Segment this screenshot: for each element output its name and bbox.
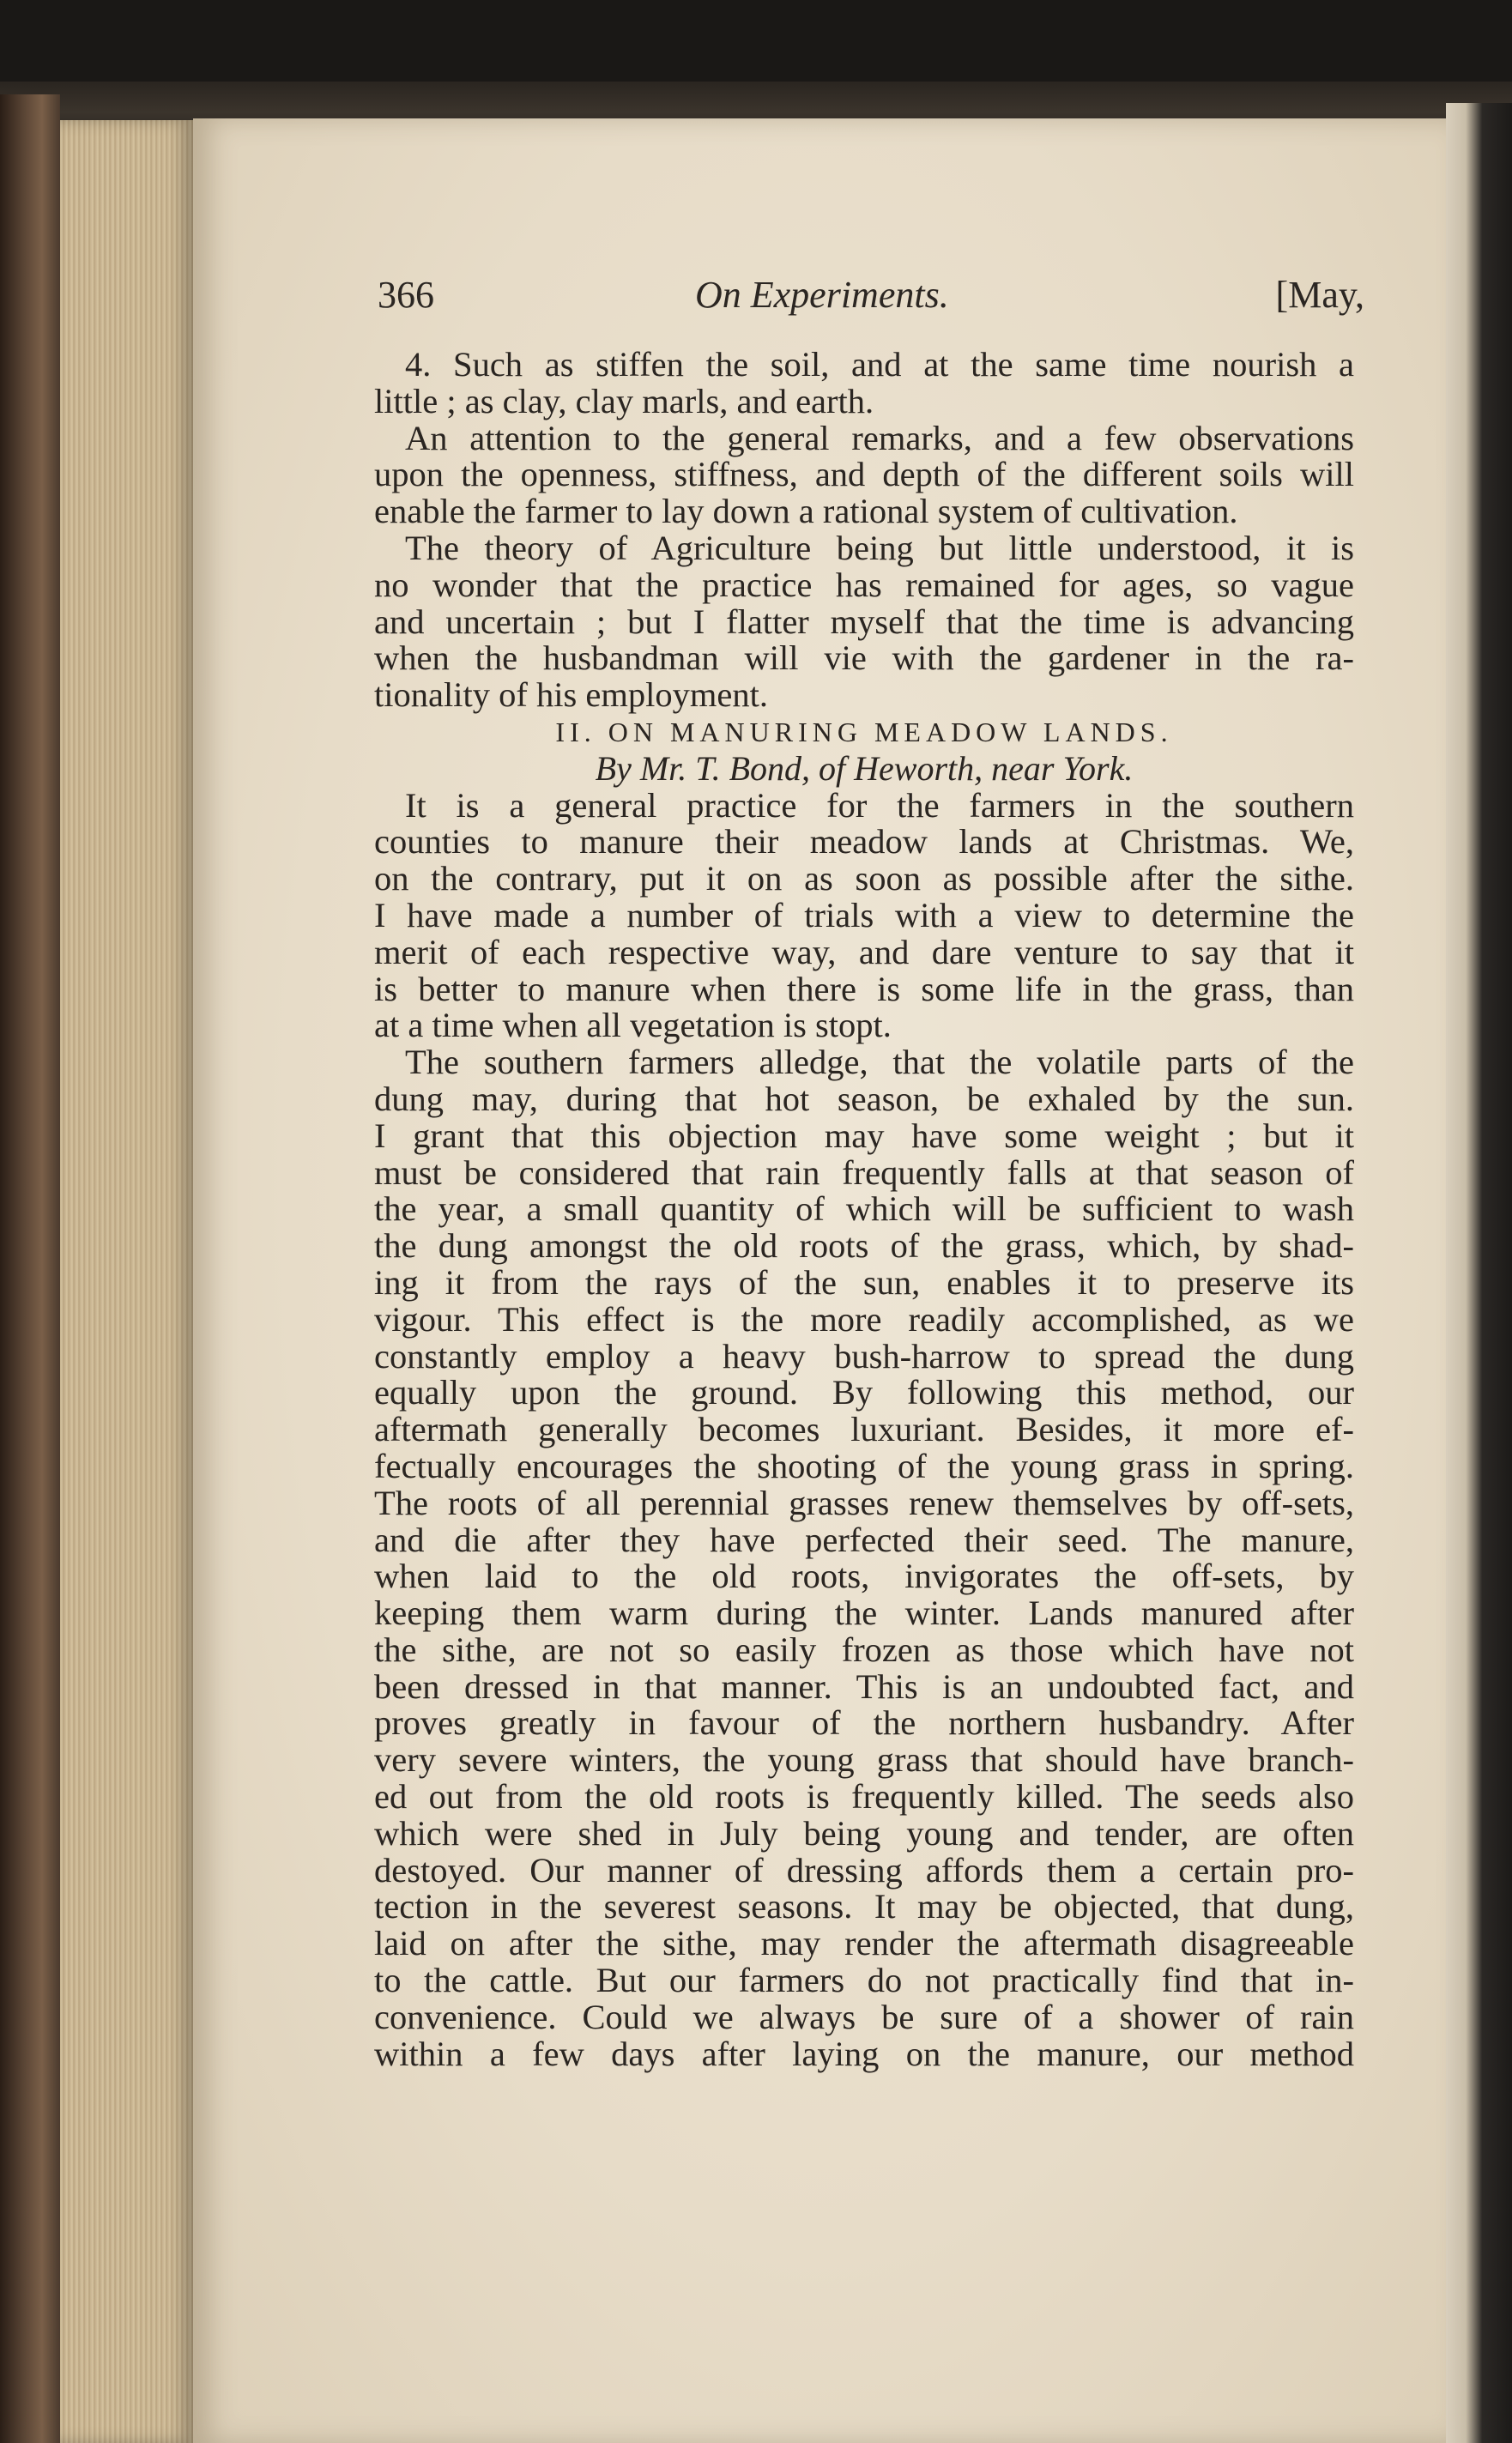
text-line: to the cattle. But our farmers do not practically find that in- — [374, 1961, 1354, 2000]
text-line: aftermath generally becomes luxuriant. Besides, it more ef- — [374, 1410, 1354, 1449]
text-line: when the husbandman will vie with the gardener in the ra- — [374, 638, 1354, 678]
text-line: at a time when all vegetation is stopt. — [374, 1006, 892, 1045]
text-line: proves greatly in favour of the northern husbandry. After — [374, 1703, 1354, 1743]
text-line: is better to manure when there is some life in the grass, than — [374, 969, 1354, 1008]
text-line: when laid to the old roots, invigorates the off-sets, by — [374, 1557, 1354, 1596]
text-line: tionality of his employment. — [374, 675, 768, 715]
body-text — [374, 347, 1354, 2072]
text-line: An attention to the general remarks, and a few observations — [405, 418, 1354, 457]
text-line: The theory of Agriculture being but little understood, it is — [405, 528, 1354, 567]
text-line: vigour. This effect is the more readily accomplished, as we — [374, 1299, 1354, 1339]
text-line: dung may, during that hot season, be exhaled by the sun. — [374, 1079, 1354, 1118]
text-line: which were shed in July being young and tender, are often — [374, 1813, 1354, 1853]
text-line: counties to manure their meadow lands at Christmas. We, — [374, 822, 1354, 862]
text-line: very severe winters, the young grass that should have branch- — [374, 1740, 1354, 1780]
text-line: equally upon the ground. By following this method, our — [374, 1373, 1354, 1412]
text-line: ed out from the old roots is frequently killed. The seeds also — [374, 1777, 1354, 1817]
text-line: constantly employ a heavy bush-harrow to spread the dung — [374, 1336, 1354, 1376]
text-line: destoyed. Our manner of dressing affords them a certain pro- — [374, 1850, 1354, 1890]
text-line: It is a general practice for the farmers in the southern — [405, 785, 1354, 825]
text-line: been dressed in that manner. This is an undoubted fact, and — [374, 1666, 1354, 1706]
text-line: laid on after the sithe, may render the aftermath disagreeable — [374, 1924, 1354, 1963]
text-line: and die after they have perfected their seed. The manure, — [374, 1520, 1354, 1559]
text-line: ing it from the rays of the sun, enables it to preserve its — [374, 1262, 1354, 1302]
text-line: merit of each respective way, and dare venture to say that it — [374, 932, 1354, 971]
text-line: 4. Such as stiffen the soil, and at the same time nourish a — [405, 345, 1354, 384]
text-line: I have made a number of trials with a view to determine the — [374, 895, 1354, 934]
right-page-edge — [1446, 103, 1512, 2443]
text-line: enable the farmer to lay down a rational system of cultivation. — [374, 492, 1238, 531]
text-line: the sithe, are not so easily frozen as those which have not — [374, 1630, 1354, 1669]
left-page-stack — [60, 120, 193, 2443]
book-spine-edge — [0, 94, 60, 2443]
running-head — [378, 273, 1364, 324]
text-line: I grant that this objection may have some weight ; but it — [374, 1116, 1354, 1155]
page-number: 366 — [378, 274, 434, 316]
text-line: keeping them warm during the winter. Lands manured after — [374, 1593, 1354, 1633]
text-line: on the contrary, put it on as soon as possible after the sithe. — [374, 859, 1354, 898]
text-line: within a few days after laying on the manure, our method — [374, 2034, 1354, 2073]
text-line: upon the openness, stiffness, and depth of the different soils will — [374, 455, 1354, 494]
text-line: and uncertain ; but I flatter myself that the time is advancing — [374, 602, 1354, 641]
header-title: On Experiments. — [695, 274, 949, 316]
text-line: fectually encourages the shooting of the young grass in spring. — [374, 1446, 1354, 1485]
text-line: little ; as clay, clay marls, and earth. — [374, 381, 874, 420]
text-line: convenience. Could we always be sure of a shower of rain — [374, 1997, 1354, 2036]
text-line: By Mr. T. Bond, of Heworth, near York. — [595, 748, 1134, 788]
text-line: no wonder that the practice has remained for ages, so vague — [374, 565, 1354, 604]
text-line: must be considered that rain frequently falls at that season of — [374, 1152, 1354, 1192]
text-line: II. ON MANURING MEADOW LANDS. — [555, 716, 1173, 747]
text-line: tection in the severest seasons. It may be objected, that dung, — [374, 1887, 1354, 1926]
text-line: the year, a small quantity of which will be sufficient to wash — [374, 1189, 1354, 1229]
text-line: the dung amongst the old roots of the grass, which, by shad- — [374, 1226, 1354, 1266]
text-line: The southern farmers alledge, that the volatile parts of the — [405, 1043, 1354, 1082]
text-line: The roots of all perennial grasses renew themselves by off-sets, — [374, 1483, 1354, 1522]
header-month: [May, — [1275, 274, 1364, 316]
